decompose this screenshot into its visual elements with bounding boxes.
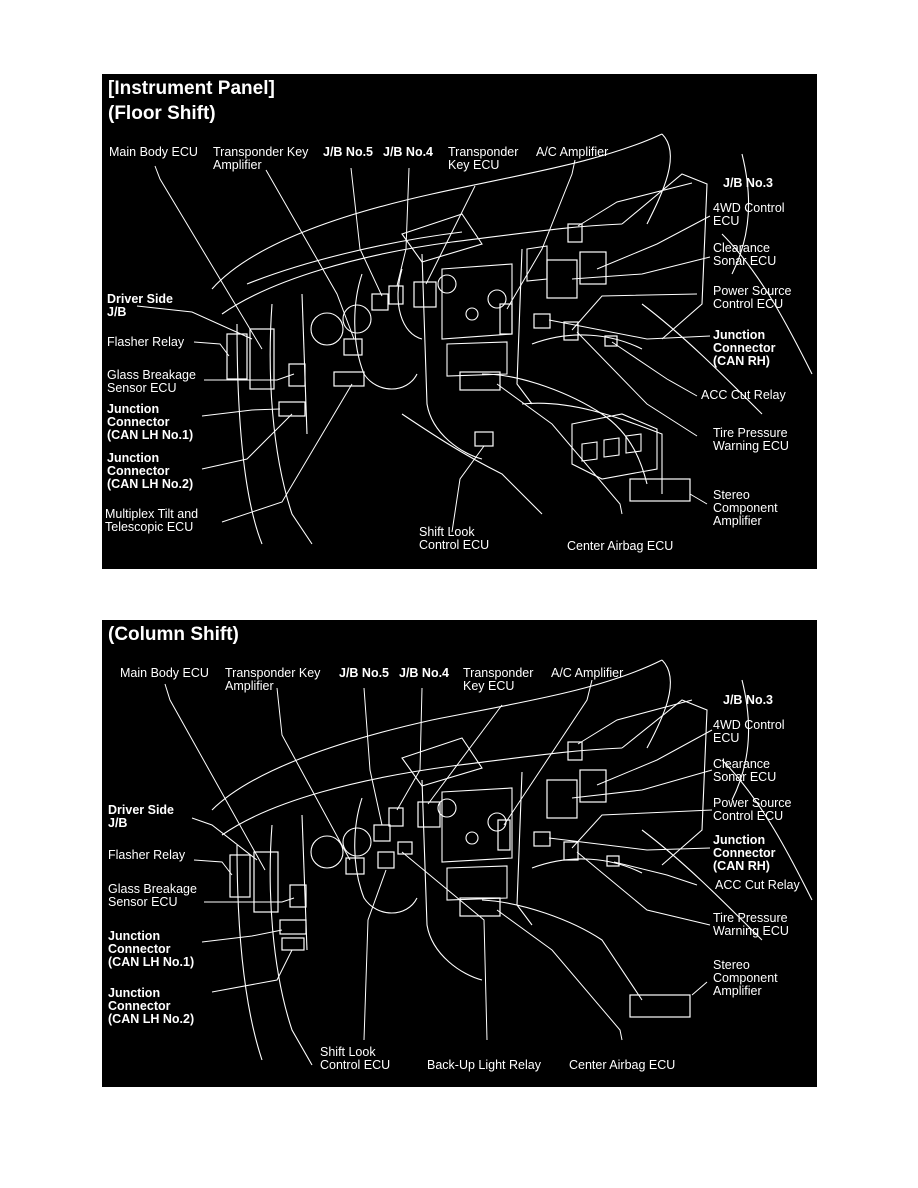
jb-no5-shape — [372, 294, 388, 310]
label-jb-no4 — [399, 667, 449, 680]
label-line: 4WD Control — [713, 718, 785, 732]
column-shift-panel — [102, 620, 817, 1087]
label-line: Flasher Relay — [108, 848, 186, 862]
ac-amplifier-shape — [500, 304, 512, 334]
label-line: Amplifier — [225, 679, 274, 693]
label-line: Sonar ECU — [713, 770, 777, 784]
label-line: Junction — [713, 328, 766, 342]
label-jb-no5 — [323, 146, 373, 159]
label-4wd-control-ecu — [713, 202, 785, 228]
label-jb-no3 — [723, 694, 773, 707]
label-line: Stereo — [713, 488, 750, 502]
label-driver-side-jb — [107, 293, 173, 319]
clearance-sonar-shape — [547, 780, 577, 818]
junction-rh-shape — [534, 832, 550, 846]
acc-cut-relay-shape — [607, 856, 619, 866]
label-acc-cut-relay — [701, 389, 786, 402]
leader-lines — [137, 160, 710, 532]
label-line: Tire Pressure — [713, 426, 788, 440]
glass-breakage-shape — [290, 885, 306, 907]
label-line: Back-Up Light Relay — [427, 1058, 541, 1072]
label-line: Shift Look — [419, 525, 475, 539]
stereo-amp-shape — [630, 995, 690, 1017]
label-transponder-key-ecu — [463, 667, 533, 693]
label-line: ACC Cut Relay — [715, 878, 800, 892]
label-line: Control ECU — [419, 538, 490, 552]
label-stereo-component-amplifier — [713, 959, 778, 998]
junction-rh-shape — [534, 314, 550, 328]
label-line: Control ECU — [320, 1058, 391, 1072]
flasher-relay-shape — [230, 855, 250, 897]
label-line: (CAN LH No.2) — [107, 477, 194, 491]
label-line: A/C Amplifier — [551, 666, 624, 680]
shift-lock-shape — [378, 852, 394, 868]
label-line: Driver Side — [107, 292, 174, 306]
label-multiplex-tilt-telescopic-ecu — [105, 508, 198, 534]
label-line: Glass Breakage — [108, 882, 197, 896]
label-shift-lock-control-ecu — [320, 1046, 390, 1072]
label-clearance-sonar-ecu — [713, 242, 776, 268]
transponder-amp-shape — [344, 339, 362, 355]
label-line: (CAN LH No.1) — [108, 955, 195, 969]
stereo-amp-shape — [630, 479, 690, 501]
label-line: Control ECU — [713, 297, 784, 311]
label-line: (CAN LH No.2) — [108, 1012, 195, 1026]
transponder-ecu-shape — [414, 282, 436, 307]
label-line: Power Source — [713, 796, 792, 810]
label-line: Connector — [713, 846, 776, 860]
label-line: Warning ECU — [713, 439, 789, 453]
junction-lh2-shape — [282, 938, 304, 950]
label-line: (CAN RH) — [713, 354, 770, 368]
shift-lock-shape — [475, 432, 493, 446]
label-line: Component — [713, 501, 778, 515]
label-driver-side-jb — [108, 804, 174, 830]
label-line: Shift Look — [320, 1045, 376, 1059]
label-4wd-control-ecu — [713, 719, 785, 745]
label-line: Key ECU — [448, 158, 500, 172]
label-junction-connector-can-lh-no2 — [108, 987, 194, 1026]
label-flasher-relay — [107, 336, 184, 349]
label-junction-connector-can-rh — [713, 834, 776, 873]
junction-lh1-shape — [280, 920, 306, 934]
label-line: Junction — [713, 833, 766, 847]
label-line: Flasher Relay — [107, 335, 185, 349]
label-jb-no5 — [339, 667, 389, 680]
label-ac-amplifier — [551, 667, 623, 680]
junction-lh1-shape — [279, 402, 305, 416]
label-line: Amplifier — [713, 984, 762, 998]
label-stereo-component-amplifier — [713, 489, 778, 528]
label-line: Connector — [713, 341, 776, 355]
label-line: Connector — [108, 999, 171, 1013]
label-junction-connector-can-lh-no2 — [107, 452, 193, 491]
label-shift-lock-control-ecu — [419, 526, 489, 552]
label-line: Junction — [107, 402, 160, 416]
panel-heading-floor-shift: (Floor Shift) — [108, 103, 216, 124]
panel-heading-instrument-panel: [Instrument Panel] — [108, 78, 275, 99]
label-jb-no4 — [383, 146, 433, 159]
label-line: J/B No.3 — [723, 176, 774, 190]
label-line: Component — [713, 971, 778, 985]
label-line: Junction — [107, 451, 160, 465]
column-shift-drawing — [102, 620, 817, 1087]
backup-light-relay-shape — [398, 842, 412, 854]
label-transponder-key-ecu — [448, 146, 518, 172]
multiplex-tilt-shape — [334, 372, 364, 386]
label-line: J/B — [108, 816, 128, 830]
label-line: Transponder — [463, 666, 534, 680]
label-line: Transponder Key — [225, 666, 321, 680]
label-line: Clearance — [713, 241, 770, 255]
label-back-up-light-relay — [427, 1059, 541, 1072]
label-line: Connector — [107, 464, 170, 478]
label-glass-breakage-sensor-ecu — [107, 369, 196, 395]
label-line: Sensor ECU — [108, 895, 178, 909]
label-center-airbag-ecu — [567, 540, 673, 553]
label-line: (CAN RH) — [713, 859, 770, 873]
jb-no5-shape — [374, 825, 390, 841]
label-line: Transponder — [448, 145, 519, 159]
leader-lines — [165, 680, 712, 1040]
label-line: Amplifier — [713, 514, 762, 528]
label-junction-connector-can-lh-no1 — [108, 930, 194, 969]
label-line: Main Body ECU — [120, 666, 209, 680]
power-source-shape — [564, 842, 578, 860]
label-clearance-sonar-ecu — [713, 758, 776, 784]
label-line: J/B No.3 — [723, 693, 774, 707]
label-acc-cut-relay — [715, 879, 800, 892]
label-tire-pressure-warning-ecu — [713, 912, 789, 938]
transponder-ecu-shape — [418, 802, 440, 827]
label-line: Center Airbag ECU — [567, 539, 674, 553]
driver-side-jb-shape — [254, 852, 278, 912]
label-glass-breakage-sensor-ecu — [108, 883, 197, 909]
wd-control-shape — [580, 252, 606, 284]
label-line: Key ECU — [463, 679, 515, 693]
label-main-body-ecu — [109, 146, 198, 159]
jb-no4-shape — [389, 286, 403, 304]
label-line: Driver Side — [108, 803, 175, 817]
label-line: ECU — [713, 214, 740, 228]
component-shapes — [227, 224, 690, 501]
label-line: A/C Amplifier — [536, 145, 609, 159]
label-line: Telescopic ECU — [105, 520, 194, 534]
label-line: Transponder Key — [213, 145, 309, 159]
label-line: Glass Breakage — [107, 368, 196, 382]
label-junction-connector-can-rh — [713, 329, 776, 368]
label-jb-no3 — [723, 177, 773, 190]
component-shapes — [230, 742, 690, 1017]
label-transponder-key-amplifier — [213, 146, 308, 172]
label-main-body-ecu — [120, 667, 209, 680]
label-line: Main Body ECU — [109, 145, 198, 159]
label-line: Control ECU — [713, 809, 784, 823]
label-line: Center Airbag ECU — [569, 1058, 676, 1072]
label-line: 4WD Control — [713, 201, 785, 215]
label-line: Clearance — [713, 757, 770, 771]
label-junction-connector-can-lh-no1 — [107, 403, 193, 442]
label-power-source-control-ecu — [713, 797, 792, 823]
label-center-airbag-ecu — [569, 1059, 675, 1072]
panel-heading-column-shift: (Column Shift) — [108, 624, 239, 645]
label-flasher-relay — [108, 849, 185, 862]
label-line: Connector — [108, 942, 171, 956]
wd-control-shape — [580, 770, 606, 802]
label-line: Warning ECU — [713, 924, 789, 938]
label-line: Connector — [107, 415, 170, 429]
label-line: J/B No.5 — [339, 666, 390, 680]
label-line: J/B No.5 — [323, 145, 374, 159]
label-line: Sonar ECU — [713, 254, 777, 268]
floor-shift-panel — [102, 74, 817, 569]
label-line: J/B No.4 — [383, 145, 434, 159]
label-transponder-key-amplifier — [225, 667, 320, 693]
label-line: Tire Pressure — [713, 911, 788, 925]
label-line: Amplifier — [213, 158, 262, 172]
label-line: Junction — [108, 986, 161, 1000]
label-line: ACC Cut Relay — [701, 388, 786, 402]
label-line: ECU — [713, 731, 740, 745]
label-line: J/B No.4 — [399, 666, 450, 680]
label-line: Sensor ECU — [107, 381, 177, 395]
label-tire-pressure-warning-ecu — [713, 427, 789, 453]
label-line: Multiplex Tilt and — [105, 507, 199, 521]
label-ac-amplifier — [536, 146, 608, 159]
jb-no4-shape — [389, 808, 403, 826]
label-power-source-control-ecu — [713, 285, 792, 311]
label-line: J/B — [107, 305, 127, 319]
label-line: (CAN LH No.1) — [107, 428, 194, 442]
label-line: Stereo — [713, 958, 750, 972]
label-line: Junction — [108, 929, 161, 943]
label-line: Power Source — [713, 284, 792, 298]
